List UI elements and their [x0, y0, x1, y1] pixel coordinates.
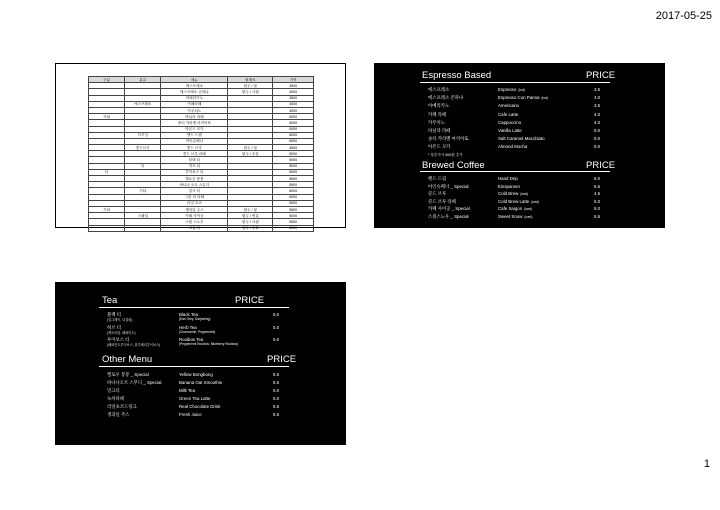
table-cell: 콜드 브루	[161, 145, 228, 151]
menu-item-serving-note: (iced)	[524, 215, 533, 219]
menu-item-english-name: Almond Mocha	[498, 144, 528, 150]
menu-item-korean-name: 녹차라떼	[107, 396, 124, 401]
menu-item-price: 5.0	[273, 312, 280, 317]
table-cell: 바닐라 라떼	[161, 114, 228, 120]
menu-item-korean-name: 카페 라떼	[428, 111, 447, 117]
menu-item-serving-note: (iced)	[531, 199, 540, 204]
menu-item-korean-name: 아인슈페너 _ Special	[428, 183, 469, 189]
table-cell: 커피	[89, 114, 125, 120]
table-cell: 4000	[273, 107, 314, 113]
menu-item-korean-name: 콜드 브루 라떼	[428, 198, 456, 204]
table-cell: 생과일 주스	[161, 206, 228, 212]
menu-item	[107, 380, 307, 388]
section-title-other: Other Menu	[102, 354, 153, 365]
menu-item-price: 5.5	[273, 372, 280, 377]
menu-item-korean-name: 옐로우 봉봉 _ Special	[107, 372, 149, 377]
table-cell: 에스프레소 콘파냐	[161, 89, 228, 95]
slide-thumbnail-menu-table[interactable]	[55, 63, 346, 231]
menu-item-price: 5.0	[594, 198, 601, 204]
menu-item-serving-note: (iced)	[524, 207, 533, 212]
table-cell: 아메리카노	[161, 95, 228, 101]
menu-item-korean-name: 블랙 티	[107, 312, 121, 317]
menu-item-price: 6.5	[594, 183, 601, 189]
menu-item	[107, 388, 307, 396]
menu-item-price: 5.0	[594, 136, 601, 142]
menu-item-price: 5.0	[273, 337, 280, 342]
table-cell: 에스프레소	[161, 83, 228, 89]
menu-item	[428, 214, 628, 222]
menu-item-english-name: Sweet Snow	[498, 214, 523, 219]
table-cell: 기타	[125, 188, 161, 194]
header-ingredients: 원재료	[228, 77, 273, 83]
header-price: 가격	[273, 77, 314, 83]
menu-item-price: 4.0	[594, 111, 601, 117]
slide-thumbnail-coffee-menu[interactable]	[374, 63, 665, 228]
menu-item-serving-note: (hot)	[541, 96, 549, 101]
table-cell: 크림 티	[161, 225, 228, 231]
table-cell: 기타	[89, 206, 125, 212]
table-cell: 콜드브루	[125, 145, 161, 151]
menu-item-price: 4.0	[594, 119, 601, 125]
table-cell: 원두 / 크림	[228, 89, 273, 95]
menu-item-english-name: Cold Brew	[498, 191, 519, 197]
table-cell: 3500	[273, 95, 314, 101]
section-rule	[99, 307, 289, 308]
menu-item	[428, 112, 628, 120]
menu-item	[107, 396, 307, 404]
header-type: 분류	[125, 77, 161, 83]
table-cell: 5500	[273, 206, 314, 212]
menu-item-korean-name: 아메리카노	[428, 103, 450, 109]
menu-item-korean-name: 핸드 드립	[428, 176, 447, 181]
table-cell: 브루잉	[125, 132, 161, 138]
table-cell: 5000	[273, 194, 314, 200]
table-cell: 4000	[273, 89, 314, 95]
table-cell: 5000	[273, 114, 314, 120]
table-cell: 옐로우 봉봉	[161, 176, 228, 182]
slide-thumbnail-tea-menu[interactable]	[55, 282, 346, 445]
menu-item-english-sub: (Earl Grey, Darjeeling)	[179, 317, 211, 321]
header-category: 구분	[89, 77, 125, 83]
table-cell: 5000	[273, 169, 314, 175]
table-cell: 5000	[273, 126, 314, 132]
menu-item-english-name: Black Tea	[179, 312, 198, 317]
table-cell: 5000	[273, 157, 314, 163]
menu-item-english-name: Hand Drip	[498, 176, 518, 181]
table-cell: 원두 / 크림	[228, 219, 273, 225]
table-cell: 티	[125, 163, 161, 169]
page-number: 1	[703, 458, 710, 470]
menu-item-english-name: Espresso	[498, 87, 517, 92]
table-cell: 티	[89, 169, 125, 175]
menu-item	[107, 404, 307, 412]
menu-item-korean-sub: (얼그레이, 다질링)	[107, 318, 133, 322]
menu-item-price: 5.5	[273, 412, 280, 417]
menu-item-english-sub: (Peppermint Rooibos, Blueberry Rooibos)	[179, 342, 238, 346]
table-cell: 원두 / 연유	[228, 213, 273, 219]
menu-item-price: 3.5	[594, 103, 601, 109]
menu-item-korean-sub: (캐모마일, 페퍼민트)	[107, 330, 136, 335]
section-title-tea: Tea	[102, 295, 118, 306]
menu-item	[428, 87, 628, 95]
section-rule	[99, 366, 289, 367]
menu-item-price: 5.0	[594, 144, 601, 150]
menu-item-korean-name: 생과일 주스	[107, 412, 130, 417]
section-title-brewed: Brewed Coffee	[422, 160, 485, 171]
menu-item-price: 5.0	[594, 206, 601, 212]
table-cell: 5000	[273, 213, 314, 219]
menu-item	[428, 103, 628, 111]
menu-item-english-name: Cafe Saigon	[498, 206, 523, 212]
menu-item-korean-name: 스윗스노우 _ Special	[428, 214, 469, 219]
table-cell: 5500	[273, 225, 314, 231]
table-cell: 카페 사이공	[161, 213, 228, 219]
table-cell: 5500	[273, 176, 314, 182]
table-cell: 솔티 카라멜 마끼아또	[161, 120, 228, 126]
table-cell: 아인슈페너	[161, 138, 228, 144]
price-label-brewed: PRICE	[586, 160, 616, 171]
menu-item-english-name: Cappuccino	[498, 119, 522, 125]
menu-item-korean-name: 솔티 카라멜 마끼아또	[428, 136, 469, 142]
menu-item	[428, 144, 628, 152]
table-cell	[89, 225, 125, 231]
menu-item-price: 6.0	[594, 176, 601, 181]
table-cell: 스윗 스노우	[161, 219, 228, 225]
menu-item-price: 5.0	[594, 128, 601, 133]
menu-item-price: 5.0	[273, 396, 280, 401]
table-cell: 그린 티 라떼	[161, 194, 228, 200]
shot-note: * 샷추가시 500원 추가	[428, 153, 463, 157]
table-cell: 5000	[273, 151, 314, 157]
table-cell: 핸드 드립	[161, 132, 228, 138]
menu-item-english-name: Fresh Juice	[179, 412, 202, 417]
menu-item-english-name: Cafe Latte	[498, 111, 519, 117]
table-cell	[125, 225, 161, 231]
menu-item-korean-name: 바나나오트 스무디 _ Special	[107, 380, 162, 385]
table-cell: 아몬드 모카	[161, 126, 228, 132]
menu-item-english-name: Cold Brew Latte	[498, 198, 530, 204]
menu-item	[428, 136, 628, 144]
table-cell: 블랙 티	[161, 157, 228, 163]
menu-item-english-name: Vanilla Latte	[498, 128, 522, 133]
menu-item-price: 5.5	[594, 214, 601, 219]
price-label-other: PRICE	[267, 354, 297, 365]
section-title-espresso: Espresso Based	[422, 70, 492, 81]
menu-item	[107, 372, 307, 380]
table-cell: 6000	[273, 188, 314, 194]
menu-item-serving-note: (iced)	[520, 192, 529, 197]
section-rule	[420, 171, 610, 172]
price-label-espresso: PRICE	[586, 70, 616, 81]
table-cell: 루이보스 티	[161, 169, 228, 175]
table-cell: 카페라떼	[161, 101, 228, 107]
menu-item-english-name: Yellow Bongbong	[179, 372, 213, 377]
table-cell: 바나나 오트 스무디	[161, 182, 228, 188]
table-cell: 원두 / 우유	[228, 225, 273, 231]
menu-item-english-name: Einspanner	[498, 183, 521, 189]
table-cell: 원두 / 우유	[228, 151, 273, 157]
price-label-tea: PRICE	[235, 295, 265, 306]
menu-item-english-name: Milk Tea	[179, 388, 196, 393]
menu-item-korean-name: 에스프레소	[428, 87, 450, 92]
menu-item	[428, 128, 628, 136]
menu-item-english-name: Americano	[498, 103, 519, 109]
table-row	[89, 225, 314, 231]
menu-item-korean-name: 카푸치노	[428, 119, 445, 125]
menu-item-korean-name: 바닐라 라떼	[428, 128, 451, 133]
table-cell: 밀크 티	[161, 188, 228, 194]
table-cell: 스페셜	[125, 213, 161, 219]
table-cell: 3500	[273, 83, 314, 89]
menu-item-english-name: Real Chocolate Drink	[179, 404, 221, 409]
table-cell: 5500	[273, 219, 314, 225]
menu-item	[428, 120, 628, 128]
menu-item-korean-name: 밀크티	[107, 388, 120, 393]
menu-item-korean-name: 카페 사이공 _ Special	[428, 206, 470, 212]
table-cell: 카푸치노	[161, 107, 228, 113]
menu-item-korean-name: 콜드 브루	[428, 191, 447, 197]
table-cell: 5000	[273, 163, 314, 169]
menu-item-price: 6.0	[273, 388, 280, 393]
menu-item-english-name: Herb Tea	[179, 324, 197, 330]
menu-item-english-name: Salt Caramel Macchiato	[498, 136, 545, 142]
menu-item-english-sub: (Chamomile, Peppermint)	[179, 329, 216, 334]
menu-price-table	[88, 76, 314, 232]
table-cell: 4000	[273, 101, 314, 107]
header-menu: 메뉴	[161, 77, 228, 83]
menu-item	[107, 412, 307, 420]
table-cell: 5500	[273, 200, 314, 206]
menu-item-english-name: Rooibos Tea	[179, 337, 204, 342]
menu-item-korean-name: 에스프레소 콘파냐	[428, 95, 464, 101]
menu-item-korean-name: 허브 티	[107, 324, 121, 330]
menu-item-price: 5.5	[273, 404, 280, 409]
table-cell: 허브 티	[161, 163, 228, 169]
table-cell: 원두 / 물	[228, 206, 273, 212]
table-cell: 콜드 브루 라떼	[161, 151, 228, 157]
menu-item	[107, 312, 307, 320]
menu-item	[428, 95, 628, 103]
table-cell: 에스프레소	[125, 101, 161, 107]
menu-item-price: 4.5	[594, 191, 601, 197]
menu-item-price: 5.5	[273, 380, 280, 385]
menu-item-korean-sub: (페퍼민트루이보스, 블루베리루이보스)	[107, 343, 161, 347]
table-cell: 원두 / 물	[228, 83, 273, 89]
menu-item-english-name: Banana Oat Smoothie	[179, 380, 223, 385]
menu-item-price: 3.5	[594, 87, 601, 92]
table-cell: 6500	[273, 138, 314, 144]
menu-item-korean-name: 아몬드 모카	[428, 144, 451, 150]
table-cell: 4500	[273, 145, 314, 151]
print-date: 2017-05-25	[655, 10, 712, 22]
menu-item-serving-note: (hot)	[518, 88, 525, 92]
table-cell: 원두 / 물	[228, 145, 273, 151]
table-cell: 6000	[273, 132, 314, 138]
menu-item-price: 4.0	[594, 95, 601, 101]
table-cell: 리얼 초코	[161, 200, 228, 206]
table-cell: 5000	[273, 120, 314, 126]
menu-item-price: 5.0	[273, 324, 280, 330]
menu-item	[107, 337, 307, 345]
menu-item-korean-name: 루이보스 티	[107, 337, 130, 342]
table-cell: 5500	[273, 182, 314, 188]
menu-item-english-name: Green Tea Latte	[179, 396, 211, 401]
menu-item-korean-name: 리얼초코드링크	[107, 404, 137, 409]
section-rule	[420, 82, 610, 83]
menu-item	[107, 325, 307, 333]
menu-item-english-name: Espresso Con Panna	[498, 95, 540, 101]
